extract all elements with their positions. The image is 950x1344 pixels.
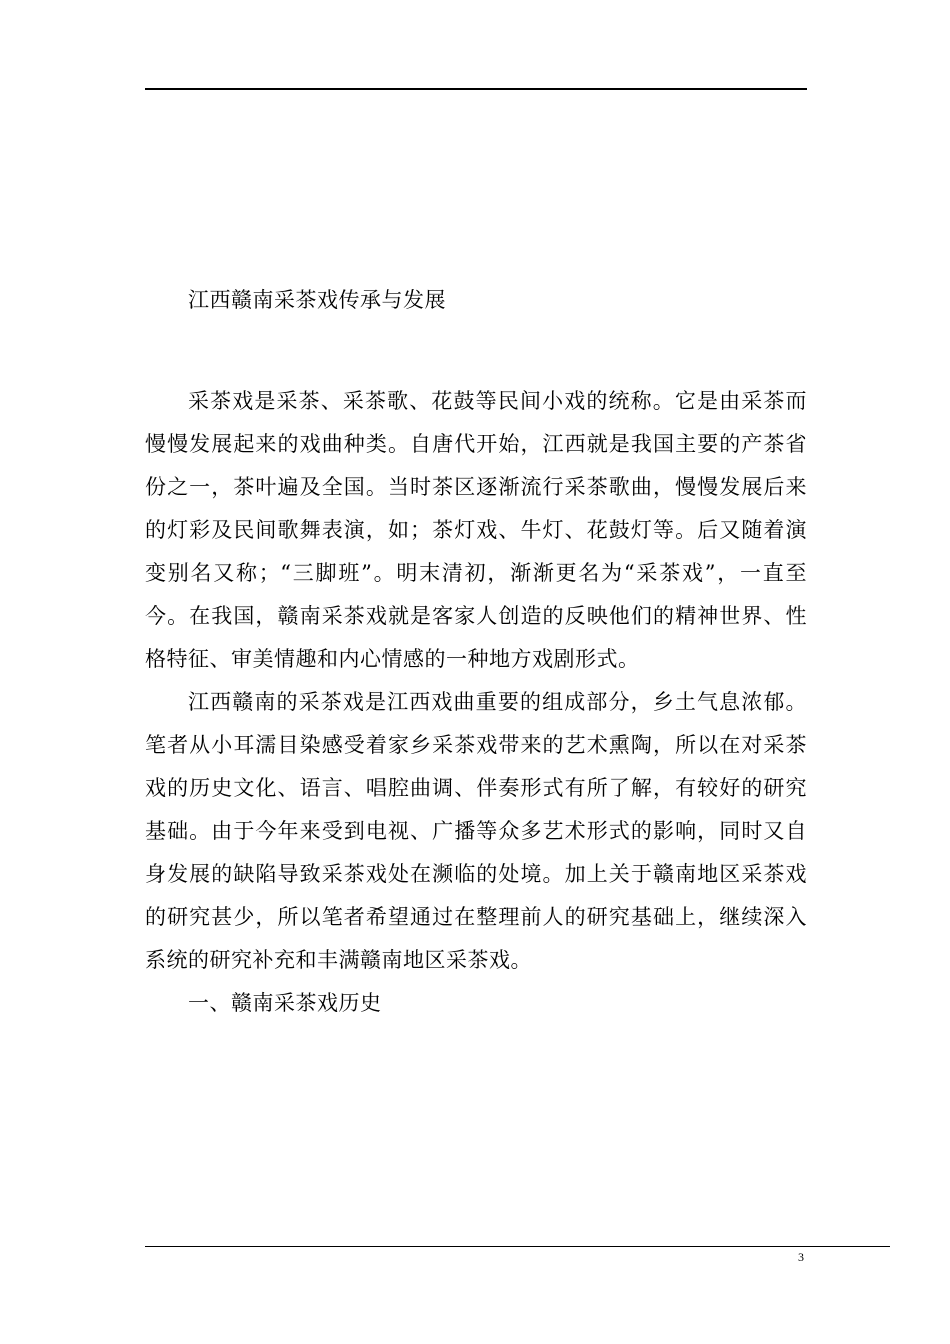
document-body [145,380,807,1025]
paragraph-intro: 采茶戏是采茶、采茶歌、花鼓等民间小戏的统称。它是由采茶而慢慢发展起来的戏曲种类。自唐代开始，江西就是我国主要的产茶省份之一，茶叶遍及全国。当时茶区逐渐流行采茶歌曲，慢慢发展后来的灯彩及民间歌舞表演，如；茶灯戏、牛灯、花鼓灯等。后又随着演变别名又称；“三脚班”。明末清初，渐渐更名为“采茶戏”，一直至今。在我国，赣南采茶戏就是客家人创造的反映他们的精神世界、性格特征、审美情趣和内心情感的一种地方戏剧形式。 [145,389,807,671]
header-rule [145,88,807,90]
footer-rule [145,1246,890,1247]
document-title: 江西赣南采茶戏传承与发展 [188,288,446,312]
paragraph-motivation: 江西赣南的采茶戏是江西戏曲重要的组成部分，乡土气息浓郁。笔者从小耳濡目染感受着家乡采茶戏带来的艺术熏陶，所以在对采茶戏的历史文化、语言、唱腔曲调、伴奏形式有所了解，有较好的研究基础。由于今年来受到电视、广播等众多艺术形式的影响，同时又自身发展的缺陷导致采茶戏处在濒临的处境。加上关于赣南地区采茶戏的研究甚少，所以笔者希望通过在整理前人的研究基础上，继续深入系统的研究补充和丰满赣南地区采茶戏。 [145,690,807,972]
section-heading: 一、赣南采茶戏历史 [188,991,382,1015]
page-number: 3 [798,1250,804,1264]
